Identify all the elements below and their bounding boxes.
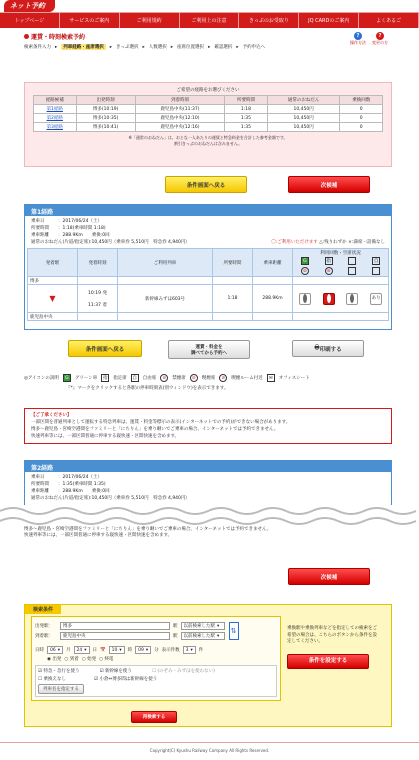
- nav-item[interactable]: よくあるご: [359, 13, 419, 28]
- table-row: [34, 114, 383, 123]
- caution-continued: 博多～鹿児島・宮崎空港間をファミリーと「にちりん」を乗り継いでご乗車の場合、インターネットでは予約できません。 快速列車等には、一部区間普通に停車する寝快速・区間快速を含めます。: [24, 527, 272, 538]
- express-checkbox[interactable]: ☑ 特急・急行を使う: [38, 669, 80, 674]
- no-smoking-icon: ⊘: [160, 374, 168, 382]
- table-cell: 10,450円: [267, 123, 340, 132]
- candidates-prompt: ご希望の経路をお選びください: [176, 88, 240, 93]
- train-link[interactable]: 新幹線みずほ603号: [118, 285, 213, 313]
- nav-item[interactable]: サービスのご案内: [60, 13, 120, 28]
- arrival-time: 11:37 着: [88, 302, 107, 308]
- header: [0, 0, 419, 13]
- step-item: 検索条件入力: [24, 45, 51, 50]
- step-item: 列車経路・座席選択: [63, 45, 104, 50]
- nav-item[interactable]: ご利用上の注意: [180, 13, 240, 28]
- day-select[interactable]: 24 ▾: [74, 646, 90, 654]
- help-icon: ?: [376, 32, 384, 40]
- help-area: [350, 32, 388, 46]
- candidates-table: [33, 95, 383, 132]
- route-1-info: 乗車日 ：2017/06/24（土） 所要時間 ：1:18(乗車時間 1:18) 乗車距離 ：288.9Km 乗換:0回 通常のおねだん(片道/指定席):10,450円（乗車券 5,510円 特急券 4,940円） 〇:ご利用いただけます △:残りわずか ×:満席 -:設備なし: [31, 219, 385, 245]
- column-header: 到着時刻: [135, 96, 224, 105]
- print-button[interactable]: 🖶 印刷する: [292, 340, 364, 357]
- from-station-input[interactable]: 博多: [60, 622, 170, 630]
- step-item: 人数選択: [148, 45, 167, 50]
- seat-free-button[interactable]: あり: [370, 293, 382, 305]
- route-1: [24, 204, 392, 330]
- specify-train-button[interactable]: 列車名を指定する: [38, 684, 84, 694]
- icon-legend-item: 禁煙席: [172, 376, 186, 381]
- table-cell: 鹿児島中央(12:10): [135, 114, 224, 123]
- step-item: 確認選択: [214, 45, 233, 50]
- search-options: [35, 665, 277, 697]
- column-header: 所要時間: [225, 96, 268, 105]
- icon-legend-item: オフィスシート: [278, 376, 310, 381]
- route-link[interactable]: 第2経路: [46, 116, 63, 121]
- time-type-radio[interactable]: ○ 到着: [64, 657, 79, 662]
- column-header: 乗換回数: [340, 96, 383, 105]
- icon-legend-note: 『*』マークをクリックすると各駅の停車時刻表(別ウィンドウ)を表示できます。: [66, 386, 229, 391]
- set-conditions-button[interactable]: 条件を設定する: [287, 654, 369, 669]
- column-header: 通常のおねだん: [267, 96, 340, 105]
- no-smoking-icon: ⊘: [301, 267, 309, 275]
- next-candidate-button-2[interactable]: 次候補: [288, 568, 370, 585]
- month-select[interactable]: 06 ▾: [47, 646, 63, 654]
- distance: 288.9Km: [253, 285, 293, 313]
- back-to-conditions-button[interactable]: 条件画面へ戻る: [165, 176, 247, 193]
- icon-legend-item: 指定席: [113, 376, 127, 381]
- green-car-icon: G: [63, 374, 71, 382]
- caution-box: 【ご了承ください】 一部区間を普通列車として運転する特急列車は、運賃・料金等標示の表示(インターネットでの予約)ができない場合があります。 博多～鹿児島・宮崎空港間をファミリーと「にちりん」を乗り継いでご乗車の場合、インターネットでは予約できません。 快速列車等には、一部区間普通に停車する寝快速・区間快速を含めます。: [24, 408, 392, 444]
- table-cell: 鹿児島中央(12:16): [135, 123, 224, 132]
- step-arrow-icon: ▸: [142, 44, 145, 50]
- nav-item[interactable]: トップページ: [0, 13, 60, 28]
- down-arrow-icon: ▼: [28, 285, 78, 313]
- arrival-station: 鹿児島中央: [28, 313, 78, 321]
- table-row: [34, 123, 383, 132]
- step-arrow-icon: ▸: [208, 44, 211, 50]
- count-select[interactable]: 3 ▾: [183, 646, 196, 654]
- logo[interactable]: ネット予約: [4, 0, 55, 12]
- table-cell: 博多(10:41): [76, 123, 135, 132]
- page-title: 運賃・時刻検索予約: [24, 32, 392, 41]
- icon-legend-item: 自由席: [142, 376, 157, 381]
- footer: Copyright(C) Kyushu Railway Company All Rights Reserved.: [0, 742, 419, 760]
- icon-legend: [24, 374, 392, 396]
- printer-icon: 🖶: [314, 345, 320, 351]
- time-type-radio[interactable]: ◉ 出発: [47, 657, 62, 662]
- green-car-icon: G: [301, 257, 309, 265]
- table-cell: 1:35: [225, 123, 268, 132]
- table-cell: 0: [340, 105, 383, 114]
- help-icon: ?: [354, 32, 362, 40]
- next-candidate-button[interactable]: 次候補: [288, 176, 370, 193]
- icon-legend-item: 喫煙席: [201, 376, 216, 381]
- step-arrow-icon: ▸: [236, 44, 239, 50]
- departure-station: 博多: [28, 277, 78, 285]
- table-cell: 鹿児島中央(11:37): [135, 105, 224, 114]
- table-cell: 10,450円: [267, 114, 340, 123]
- route-2: 第2経路 乗車日 ：2017/06/24（土） 所要時間 ：1:35(乗車時間 1:35) 乗車距離 ：288.9Km 乗換:0回 通常のおねだん(片道/指定席):10,450円（乗車券 5,510円 特急券 4,940円）: [24, 460, 392, 508]
- to-station-mode-select[interactable]: 以前検索した駅 ▾: [181, 632, 225, 640]
- icon-legend-label: ◎アイコンの説明: [24, 376, 59, 381]
- price-note: ※「通常のおねだん」は、おとな一人あたりの運賃と特急料金を合計した参考金額です。: [128, 135, 288, 140]
- icon-legend-item: グリーン車: [74, 376, 98, 381]
- caution-title: 【ご了承ください】: [31, 413, 72, 418]
- nav-item[interactable]: JQ CARDのご案内: [299, 13, 359, 28]
- help-change-button[interactable]: ? 変更の方: [372, 33, 388, 45]
- hour-select[interactable]: 10 ▾: [109, 646, 125, 654]
- icon-legend-item: 喫煙ルーム付近: [231, 376, 263, 381]
- no-smoking-icon: ⊘: [325, 267, 333, 275]
- table-cell: 博多(10:19): [76, 105, 135, 114]
- help-operation-button[interactable]: ? 操作方法: [350, 33, 366, 45]
- seat-smoking-button[interactable]: [346, 293, 358, 305]
- page-heading: [24, 32, 392, 72]
- check-fare-button[interactable]: 運賃・料金を 調べてから予約へ: [168, 340, 250, 359]
- free-seat-icon: 自: [373, 259, 379, 264]
- back-to-conditions-button-2[interactable]: 条件画面へ戻る: [68, 340, 142, 357]
- table-cell: 1:18: [225, 105, 268, 114]
- main-nav: [0, 13, 419, 28]
- calendar-icon[interactable]: 📅: [100, 647, 106, 653]
- departure-time: 10:19 発: [88, 290, 107, 296]
- no-transfer-checkbox[interactable]: ☐ 乗換えなし: [38, 677, 66, 682]
- step-item: きっぷ選択: [116, 45, 139, 50]
- discount-note: 割引きっぷのおねだんは含みません。: [173, 141, 243, 146]
- table-row: [34, 105, 383, 114]
- search-panel: 検索条件 出発駅： 博多 駅 以前検索した駅 ▾ 到着駅： 鹿児島中央 駅 以前検索した駅 ▾ ⇅ 日時 06 ▾ 月 24 ▾ 日 📅 10 ▾ 時 09 ▾ 分 表示件数 3 ▾ 件 ◉ 出発 ○ 到着 ○ 始発 ○ 終電 ☑ 特急・急行を使う ☑ 新幹線を使う ☐ (のぞみ・みずほを使わない) ☐ 乗換えなし ☑ 小倉⇔博多間は新幹線を使う 列車名を指定する 乗換駅や乗換列車などを指定しての検索をご希望の場合は、こちらのボタンから条件を設定してください。 条件を設定する 再検索する: [24, 604, 392, 727]
- time-type-radio[interactable]: ○ 終電: [99, 657, 114, 662]
- smoking-room-icon: ⊘: [219, 374, 227, 382]
- minute-select[interactable]: 09 ▾: [135, 646, 151, 654]
- seat-reserved-button[interactable]: [323, 293, 335, 305]
- step-arrow-icon: ▸: [109, 44, 113, 50]
- office-seat-icon: ✉: [267, 374, 275, 382]
- shinkansen-checkbox[interactable]: ☑ 新幹線を使う: [99, 669, 132, 674]
- omission-wave: [0, 505, 419, 527]
- route-2-title: 第2経路: [25, 461, 391, 472]
- search-side-note: 乗換駅や乗換列車などを指定しての検索をご希望の場合は、こちらのボタンから条件を設定してください。: [287, 626, 377, 644]
- column-header: 出発時刻: [76, 96, 135, 105]
- route-link[interactable]: 第1経路: [46, 107, 63, 112]
- table-cell: 10,450円: [267, 105, 340, 114]
- to-station-input[interactable]: 鹿児島中央: [60, 632, 170, 640]
- route-link[interactable]: 第3経路: [46, 125, 63, 130]
- smoking-icon: ⊘: [190, 374, 198, 382]
- column-header: 経路候補: [34, 96, 77, 105]
- step-arrow-icon: ▸: [55, 44, 58, 50]
- reserved-seat-icon: 指: [103, 376, 108, 381]
- route-1-table: 発着駅 発着時刻 ご利用列車 所要時間 乗車距離 利用回数・空席状況 G 指 自 ⊘ ⊘ 博多 ▼ 10:19 発 11:37 着 新幹線みずほ603号 1:18 288.9Km あり 鹿児島中央: [27, 248, 389, 321]
- nav-item[interactable]: きっぷのお受取り: [239, 13, 299, 28]
- free-seat-icon: 自: [132, 376, 138, 381]
- search-title: 検索条件: [25, 605, 61, 614]
- reserved-seat-icon: 指: [326, 259, 331, 264]
- seat-green-button[interactable]: [299, 293, 311, 305]
- table-cell: 1:35: [225, 114, 268, 123]
- travel-time: 1:18: [213, 285, 253, 313]
- no-nozomi-checkbox[interactable]: ☐ (のぞみ・みずほを使わない): [151, 669, 215, 674]
- swap-stations-icon[interactable]: ⇅: [229, 622, 239, 640]
- step-item: 予約申込へ: [242, 45, 266, 50]
- availability-legend: 〇:ご利用いただけます △:残りわずか ×:満席 -:設備なし: [271, 240, 385, 245]
- time-type-radio[interactable]: ○ 始発: [81, 657, 97, 662]
- route-candidates: [24, 82, 392, 167]
- table-cell: 0: [340, 123, 383, 132]
- step-indicator: [24, 44, 392, 50]
- table-cell: 博多(10:35): [76, 114, 135, 123]
- re-search-button[interactable]: 再検索する: [131, 711, 177, 723]
- route-1-title: 第1経路: [25, 205, 391, 216]
- nav-item[interactable]: ご利用規約: [120, 13, 180, 28]
- step-item: 座席位置選択: [177, 45, 205, 50]
- step-arrow-icon: ▸: [170, 44, 174, 50]
- from-station-mode-select[interactable]: 以前検索した駅 ▾: [181, 622, 225, 630]
- table-cell: 0: [340, 114, 383, 123]
- kokura-hakata-checkbox[interactable]: ☑ 小倉⇔博多間は新幹線を使う: [93, 677, 158, 682]
